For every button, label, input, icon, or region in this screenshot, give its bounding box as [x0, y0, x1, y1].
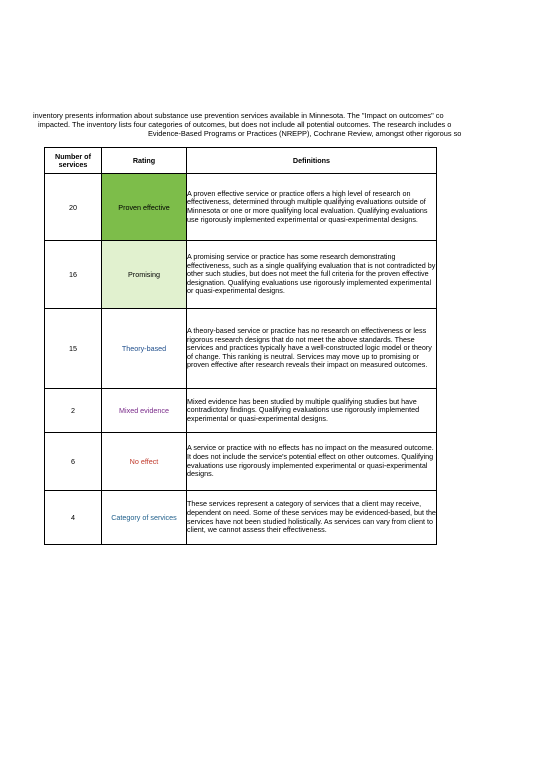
- service-count: 4: [45, 491, 102, 545]
- rating-definition: A proven effective service or practice offers a high level of research on effectiveness, determined through multiple qualifying evaluations outside of Minnesota or one or more qualifying local evaluation. Qualifying evaluations use rigorously implemented experimental or quasi-experimental designs.: [187, 174, 437, 241]
- rating-theory-based: Theory-based: [102, 309, 187, 389]
- service-count: 2: [45, 389, 102, 433]
- header-definitions: Definitions: [187, 148, 437, 174]
- service-count: 16: [45, 241, 102, 309]
- table-header-row: [45, 148, 437, 174]
- rating-proven-effective: Proven effective: [102, 174, 187, 241]
- service-count: 15: [45, 309, 102, 389]
- table-row: [45, 241, 437, 309]
- table-row: [45, 174, 437, 241]
- header-number: Number of services: [45, 148, 102, 174]
- table-row: [45, 491, 437, 545]
- table-row: [45, 433, 437, 491]
- rating-mixed-evidence: Mixed evidence: [102, 389, 187, 433]
- intro-line-1: inventory presents information about substance use prevention services available in Minnesota. The "Impact on outcomes" co: [33, 111, 444, 120]
- service-count: 6: [45, 433, 102, 491]
- intro-line-3: Evidence-Based Programs or Practices (NREPP), Cochrane Review, amongst other rigorous so: [148, 129, 462, 138]
- rating-definition: A promising service or practice has some research demonstrating effectiveness, such as a single qualifying evaluation that is not contradicted by other such studies, but does not meet the full criteria for the proven effective designation. Qualifying evaluations use rigorously implemented experimental or quasi-experimental designs.: [187, 241, 437, 309]
- rating-definition: These services represent a category of services that a client may receive, dependent on need. Some of these services may be evidenced-based, but the services have not been studied holistically. As services can vary from client to client, we cannot assess their effectiveness.: [187, 491, 437, 545]
- header-rating: Rating: [102, 148, 187, 174]
- intro-line-2: impacted. The inventory lists four categories of outcomes, but does not include all potential outcomes. The research includes o: [38, 120, 452, 129]
- table-row: [45, 389, 437, 433]
- table-row: [45, 309, 437, 389]
- rating-definition: A service or practice with no effects has no impact on the measured outcome. It does not include the service's potential effect on other outcomes. Qualifying evaluations use rigorously implemented experimental or quasi-experimental designs.: [187, 433, 437, 491]
- rating-no-effect: No effect: [102, 433, 187, 491]
- rating-promising: Promising: [102, 241, 187, 309]
- rating-definition: A theory-based service or practice has no research on effectiveness or less rigorous research designs that do not meet the above standards. These services and practices typically have a well-constructed logic model or theory of change. This ranking is neutral. Services may move up to promising or proven effective after research reveals their impact on measured outcomes.: [187, 309, 437, 389]
- rating-category-of-services: Category of services: [102, 491, 187, 545]
- service-count: 20: [45, 174, 102, 241]
- rating-definition: Mixed evidence has been studied by multiple qualifying studies but have contradictory findings. Qualifying evaluations use rigorously implemented experimental or quasi-experimental designs.: [187, 389, 437, 433]
- ratings-table: [44, 147, 437, 545]
